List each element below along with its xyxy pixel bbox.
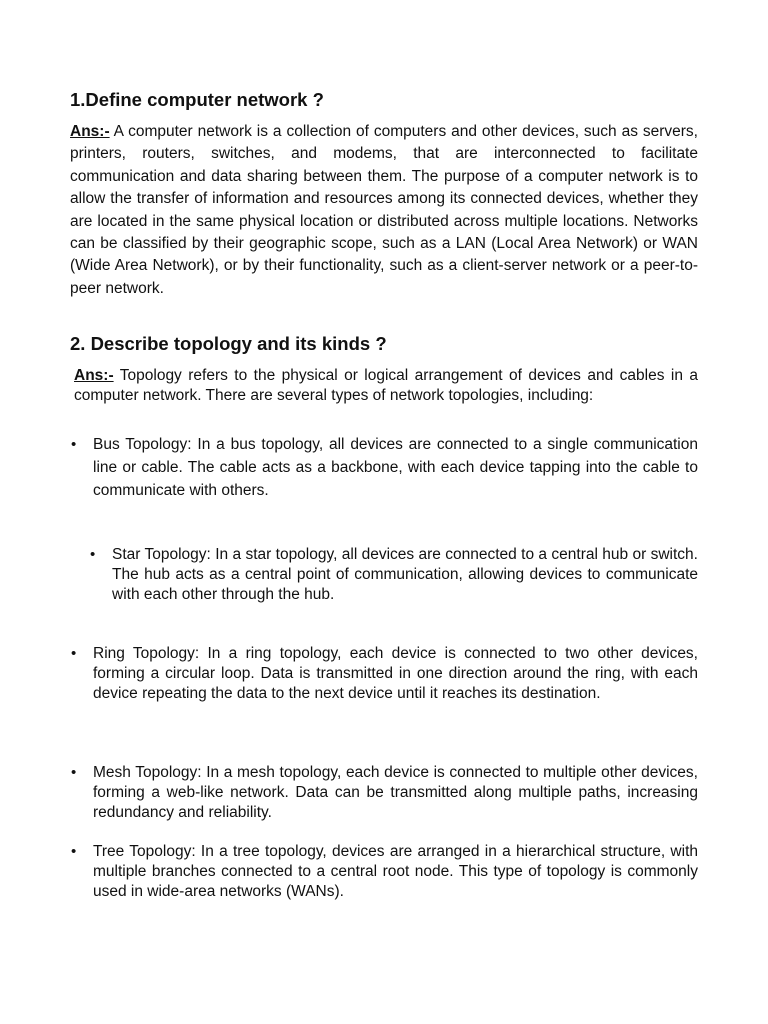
question-1-heading: 1.Define computer network ? xyxy=(70,89,324,110)
bullet-icon: • xyxy=(90,546,96,563)
list-item-bus-topology xyxy=(71,434,698,502)
list-item-text: Tree Topology: In a tree topology, devices are arranged in a hierarchical structure, with multiple branches connected to a central root node. This type of topology is commonly used in wide-area networks (WANs). xyxy=(93,843,698,900)
list-item-ring-topology xyxy=(71,644,698,704)
list-item-text: Mesh Topology: In a mesh topology, each device is connected to multiple other devices, forming a web-like network. Data can be transmitted along multiple paths, increasing redundancy and reliability. xyxy=(93,764,698,821)
list-item-text: Ring Topology: In a ring topology, each device is connected to two other devices, forming a circular loop. Data is transmitted in one direction around the ring, with each device repeating the data to the next device until it reaches its destination. xyxy=(93,645,698,702)
list-item-text: Star Topology: In a star topology, all devices are connected to a central hub or switch. The hub acts as a central point of communication, allowing devices to communicate with each other through the hub. xyxy=(112,546,698,603)
bullet-icon: • xyxy=(71,645,77,662)
question-1-answer-text: A computer network is a collection of computers and other devices, such as servers, printers, routers, switches, and modems, that are interconnected to facilitate communication and data sharing between them. The purpose of a computer network is to allow the transfer of information and resources among its connected devices, whether they are located in the same physical location or distributed across multiple locations. Networks can be classified by their geographic scope, such as a LAN (Local Area Network) or WAN (Wide Area Network), or by their functionality, such as a client-server network or a peer-to-peer network. xyxy=(70,123,698,297)
list-item-mesh-topology xyxy=(71,763,698,823)
question-2-heading: 2. Describe topology and its kinds ? xyxy=(70,333,387,354)
answer-label: Ans:- xyxy=(70,123,110,140)
bullet-icon: • xyxy=(71,436,77,453)
question-2-intro-text: Topology refers to the physical or logical arrangement of devices and cables in a computer network. There are several types of network topologies, including: xyxy=(74,367,698,404)
list-item-text: Bus Topology: In a bus topology, all devices are connected to a single communication line or cable. The cable acts as a backbone, with each device tapping into the cable to communicate with others. xyxy=(93,436,698,499)
bullet-icon: • xyxy=(71,764,77,781)
question-2-intro xyxy=(70,366,698,405)
answer-label: Ans:- xyxy=(74,367,114,384)
list-item-tree-topology xyxy=(71,842,698,902)
list-item-star-topology xyxy=(90,545,698,605)
question-1-answer xyxy=(70,121,698,300)
bullet-icon: • xyxy=(71,843,77,860)
